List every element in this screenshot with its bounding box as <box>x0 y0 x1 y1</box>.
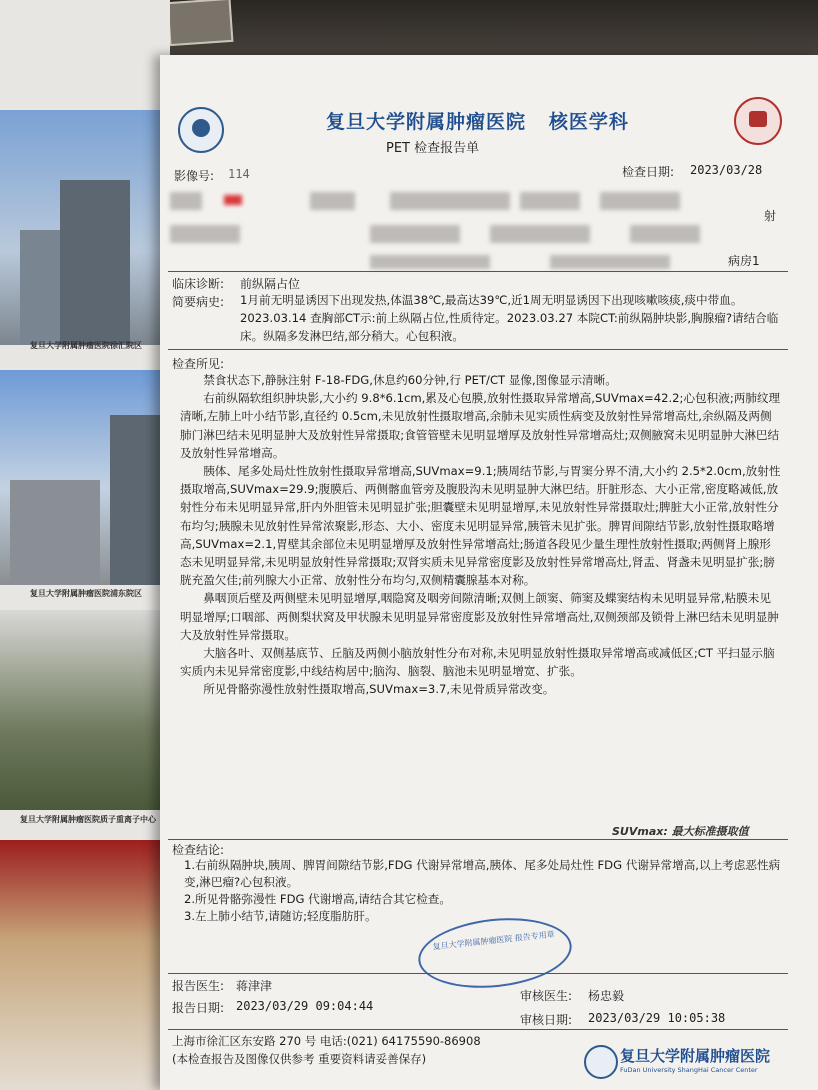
findings-paragraph: 右前纵隔软组织肿块影,大小约 9.8*6.1cm,累及心包膜,放射性摄取异常增高,SUVmax=42.2;心包积液;两肺纹理清晰,左肺上叶小结节影,直径约 0.5cm,未见放射性摄取增高,余肺未见实质性病变及放射性异常增高灶,余纵隔及两侧肺门淋巴结未见明显肿大及放射性异常摄取;食管管壁未见明显增厚及放射性异常增高灶;双侧腋窝未见明显肿大淋巴结及放射性异常增高。 <box>180 391 781 460</box>
brochure-photo-proton <box>0 610 165 810</box>
hospital-name: 复旦大学附属肿瘤医院 <box>326 111 527 133</box>
review-date-label: 审核日期: <box>520 1013 573 1027</box>
brochure-caption-2: 复旦大学附属肿瘤医院浦东院区 <box>30 589 142 598</box>
report-page <box>160 55 818 1090</box>
hospital-logo-icon <box>178 107 224 153</box>
history-value: 1月前无明显诱因下出现发热,体温38℃,最高达39℃,近1周无明显诱因下出现咳嗽咳痰,痰中带血。2023.03.14 查胸部CT示:前上纵隔占位,性质待定。2023.03.27 本院CT:前纵隔肿块影,胸腺瘤?请结合临床。纵隔多发淋巴结,部分稍大。心包积液。 <box>240 293 779 344</box>
redacted-field <box>370 225 460 243</box>
ward-label: 病房1 <box>728 254 760 268</box>
redacted-field <box>310 192 355 210</box>
brochure-page <box>0 0 170 1090</box>
suvmax-legend: SUVmax: 最大标准摄取值 <box>612 825 749 838</box>
conclusion-list <box>184 857 784 925</box>
exam-date-label: 检查日期: <box>622 165 675 179</box>
divider <box>168 839 788 840</box>
building-shape <box>110 415 160 585</box>
review-doctor-value: 杨忠毅 <box>588 989 625 1003</box>
conclusion-item: 2.所见骨骼弥漫性 FDG 代谢增高,请结合其它检查。 <box>184 892 451 906</box>
report-date-value: 2023/03/29 09:04:44 <box>236 999 374 1013</box>
conclusion-item: 3.左上肺小结节,请随访;轻度脂肪肝。 <box>184 909 377 923</box>
findings-paragraph: 鼻咽顶后壁及两侧壁未见明显增厚,咽隐窝及咽旁间隙清晰;双侧上颌窦、筛窦及蝶窦结构未见明显异常,粘膜未见明显增厚;口咽部、两侧梨状窝及甲状腺未见明显异常密度影及放射性异常增高灶,双侧颈部及锁骨上淋巴结未见明显肿大及放射性异常摄取。 <box>180 591 779 642</box>
redacted-field <box>170 225 240 243</box>
image-no-value: 114 <box>228 167 250 181</box>
review-doctor-label: 审核医生: <box>520 989 573 1003</box>
stamp-text: 复旦大学附属肿瘤医院 报告专用章 <box>432 929 556 952</box>
findings-body <box>180 371 782 699</box>
footer-logo-icon <box>584 1045 618 1079</box>
footer-brand: 复旦大学附属肿瘤医院 <box>620 1047 771 1065</box>
findings-paragraph: 所见骨骼弥漫性放射性摄取增高,SUVmax=3.7,未见骨质异常改变。 <box>203 682 555 697</box>
review-date-value: 2023/03/29 10:05:38 <box>588 1011 726 1025</box>
brochure-photo-bottom <box>0 840 165 1090</box>
redacted-field <box>390 192 510 210</box>
brochure-caption-3: 复旦大学附属肿瘤医院质子重离子中心 <box>20 815 156 824</box>
report-subtitle: PET 检查报告单 <box>386 141 480 156</box>
divider <box>168 973 788 974</box>
divider <box>168 1029 788 1030</box>
clinical-diagnosis-label: 临床诊断: <box>172 277 225 291</box>
conclusion-label: 检查结论: <box>172 843 225 857</box>
exam-date-value: 2023/03/28 <box>690 163 763 177</box>
divider <box>168 349 788 350</box>
history-label: 简要病史: <box>172 295 225 309</box>
findings-paragraph: 大脑各叶、双侧基底节、丘脑及两侧小脑放射性分布对称,未见明显放射性摄取异常增高或减低区;CT 平扫显示脑实质内未见异常密度影,中线结构居中;脑沟、脑裂、脑池未见明显增宽、扩张。 <box>180 646 775 679</box>
building-shape <box>60 180 130 345</box>
university-seal-icon <box>734 97 782 145</box>
conclusion-item: 1.右前纵隔肿块,胰周、脾胃间隙结节影,FDG 代谢异常增高,胰体、尾多处局灶性 FDG 代谢异常增高,以上考虑恶性病变,淋巴瘤?心包积液。 <box>184 858 781 889</box>
redacted-field <box>630 225 700 243</box>
brochure-photo-pudong <box>0 370 165 585</box>
brochure-caption-1: 复旦大学附属肿瘤医院徐汇院区 <box>30 341 142 350</box>
brochure-photo-xuhui <box>0 110 165 345</box>
building-shape <box>10 480 100 585</box>
department-name: 核医学科 <box>548 111 629 133</box>
footer-brand-en: FuDan University ShangHai Cancer Center <box>620 1066 758 1074</box>
redacted-field <box>490 225 590 243</box>
redacted-field <box>550 255 670 269</box>
findings-paragraph: 禁食状态下,静脉注射 F-18-FDG,休息约60分钟,行 PET/CT 显像,图像显示清晰。 <box>203 373 617 387</box>
department-suffix: 射 <box>764 209 777 223</box>
redacted-field <box>370 255 490 269</box>
findings-paragraph: 胰体、尾多处局灶性放射性摄取异常增高,SUVmax=9.1;胰周结节影,与胃窦分界不清,大小约 2.5*2.0cm,放射性摄取增高,SUVmax=29.9;腹膜后、两侧髂血管旁及腹股沟未见明显肿大淋巴结。肝脏形态、大小正常,密度略减低,放射性分布未见明显异常,肝内外胆管未见明显扩张;胆囊壁未见明显增厚,未见放射性异常摄取灶;脾脏大小正常,放射性分布均匀;胰腺未见放射性异常浓聚影,形态、大小、密度未见明显异常,胰管未见扩张。脾胃间隙结节影,放射性摄取略增高,SUVmax=2.1,胃壁其余部位未见明显增厚及放射性异常增高灶;肠道各段见少量生理性放射性摄取;两侧肾上腺形态未见明显异常,未见明显放射性异常摄取;双肾实质未见异常密度影及放射性异常增高灶,肾盂、肾盏未见明显扩张;膀胱充盈欠佳;前列腺大小正常、放射性分布均匀,双侧精囊腺基本对称。 <box>180 464 781 588</box>
building-shape <box>20 230 60 345</box>
background-photo <box>167 0 234 46</box>
redacted-field <box>600 192 680 210</box>
report-header-title <box>326 107 629 134</box>
report-doctor-value: 蒋津津 <box>236 979 273 993</box>
image-no-label: 影像号: <box>174 169 215 183</box>
divider <box>168 271 788 272</box>
report-doctor-label: 报告医生: <box>172 979 225 993</box>
redacted-field <box>224 195 242 205</box>
redacted-field <box>520 192 580 210</box>
report-date-label: 报告日期: <box>172 1001 225 1015</box>
history-text <box>240 291 788 346</box>
footer-address: 上海市徐汇区东安路 270 号 电话:(021) 64175590-86908 <box>172 1034 481 1048</box>
findings-label: 检查所见: <box>172 357 225 371</box>
redacted-field <box>170 192 202 210</box>
footer-note: (本检查报告及图像仅供参考 重要资料请妥善保存) <box>172 1052 427 1066</box>
clinical-diagnosis-value: 前纵隔占位 <box>240 277 301 291</box>
